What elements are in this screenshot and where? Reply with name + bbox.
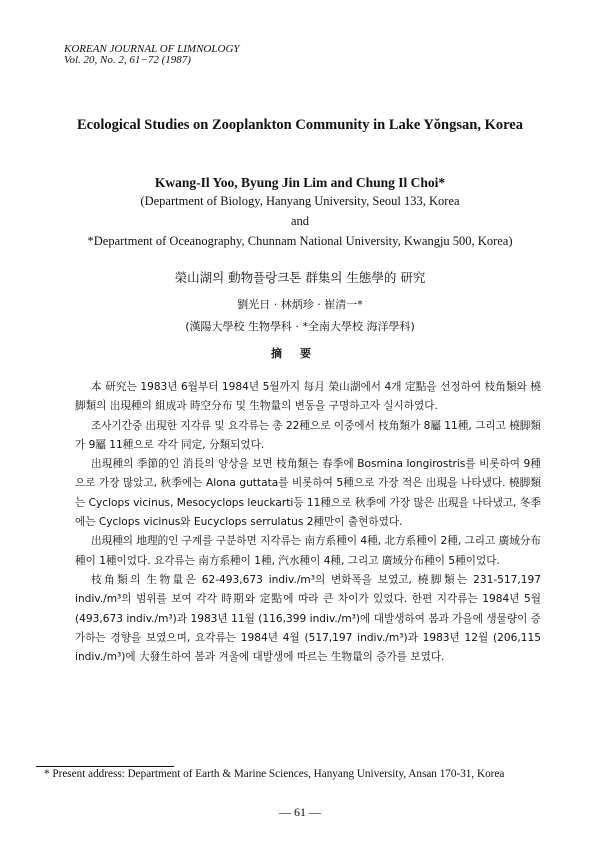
author-list: Kwang-Il Yoo, Byung Jin Lim and Chung Il Choi*	[154, 175, 446, 190]
abstract-paragraph: 出現種의 季節的인 消長의 양상을 보면 枝角類는 春季에 Bosmina longirostris를 비롯하여 9種으로 가장 많았고, 秋季에는 Alona guttata를 비롯하여 5種으로 가장 적은 出現을 나타냈다. 橈脚類는 Cyclops vicinus, Mesocyclops leuckarti등 11種으로 秋季에 가장 많은 出現을 나타냈고, 冬季에는 Cyclops vicinus와 Eucyclops serrulatus 2種만이 출현하였다.	[75, 458, 541, 529]
abstract-paragraph: 出現種의 地理的인 구계를 구분하면 지각류는 南方系種이 4種, 北方系種이 2種, 그리고 廣域分布種이 1種이었다. 요각류는 南方系種이 1種, 汽水種이 4種, 그리고 廣域分布種이 5種이었다.	[75, 535, 541, 567]
affiliation-and: and	[290, 214, 310, 228]
affiliation-1: (Department of Biology, Hanyang University, Seoul 133, Korea	[140, 194, 460, 208]
abstract-paragraph: 枝角類의 生物量은 62-493,673 indiv./m³의 변화폭을 보였고, 橈脚類는 231-517,197 indiv./m³의 범위를 보여 각각 時期와 定點에 따라 큰 차이가 있었다. 한편 지각류는 1984년 5월 (493,673 indiv./m³)과 1983년 11월 (116,399 indiv./m³)에 대발생하여 봄과 가을에 생물량이 증가하는 경향을 보였으며, 요각류는 1984년 4월 (517,197 indiv./m³)과 1983년 12월 (206,115 indiv./m³)에 大發生하여 봄과 겨울에 대발생에 따르는 生物量의 증가를 보였다.	[75, 573, 541, 664]
abstract-body	[75, 378, 541, 667]
journal-name: KOREAN JOURNAL OF LIMNOLOGY	[64, 43, 240, 55]
korean-affiliations: (漢陽大學校 生物學科 · *全南大學校 海洋學科)	[185, 320, 415, 333]
abstract-heading: 摘要	[271, 347, 329, 360]
journal-header	[64, 44, 240, 66]
affiliation-2: *Department of Oceanography, Chunnam National University, Kwangju 500, Korea)	[87, 234, 513, 248]
abstract-paragraph: 本 研究는 1983년 6월부터 1984년 5월까지 每月 榮山湖에서 4개 定點을 선정하여 枝角類와 橈脚類의 出現種의 組成과 時空分布 및 生物量의 변동을 구명하고자 실시하였다.	[75, 381, 541, 413]
paper-title: Ecological Studies on Zooplankton Community in Lake Yŏngsan, Korea	[77, 117, 523, 133]
korean-title: 榮山湖의 動物플랑크톤 群集의 生態學的 研究	[174, 270, 426, 285]
footnote-divider	[36, 766, 174, 767]
page-number: — 61 —	[279, 805, 321, 819]
footnote: * Present address: Department of Earth & Marine Sciences, Hanyang University, Ansan 170-31, Korea	[44, 768, 505, 780]
abstract-paragraph: 조사기간중 出現한 지각류 및 요각류는 총 22種으로 이중에서 枝角類가 8屬 11種, 그리고 橈脚類가 9屬 11種으로 각각 同定, 分類되었다.	[75, 419, 541, 451]
journal-citation: Vol. 20, No. 2, 61−72 (1987)	[64, 54, 191, 66]
korean-authors: 劉光日 · 林炳珍 · 崔清一*	[237, 298, 363, 311]
